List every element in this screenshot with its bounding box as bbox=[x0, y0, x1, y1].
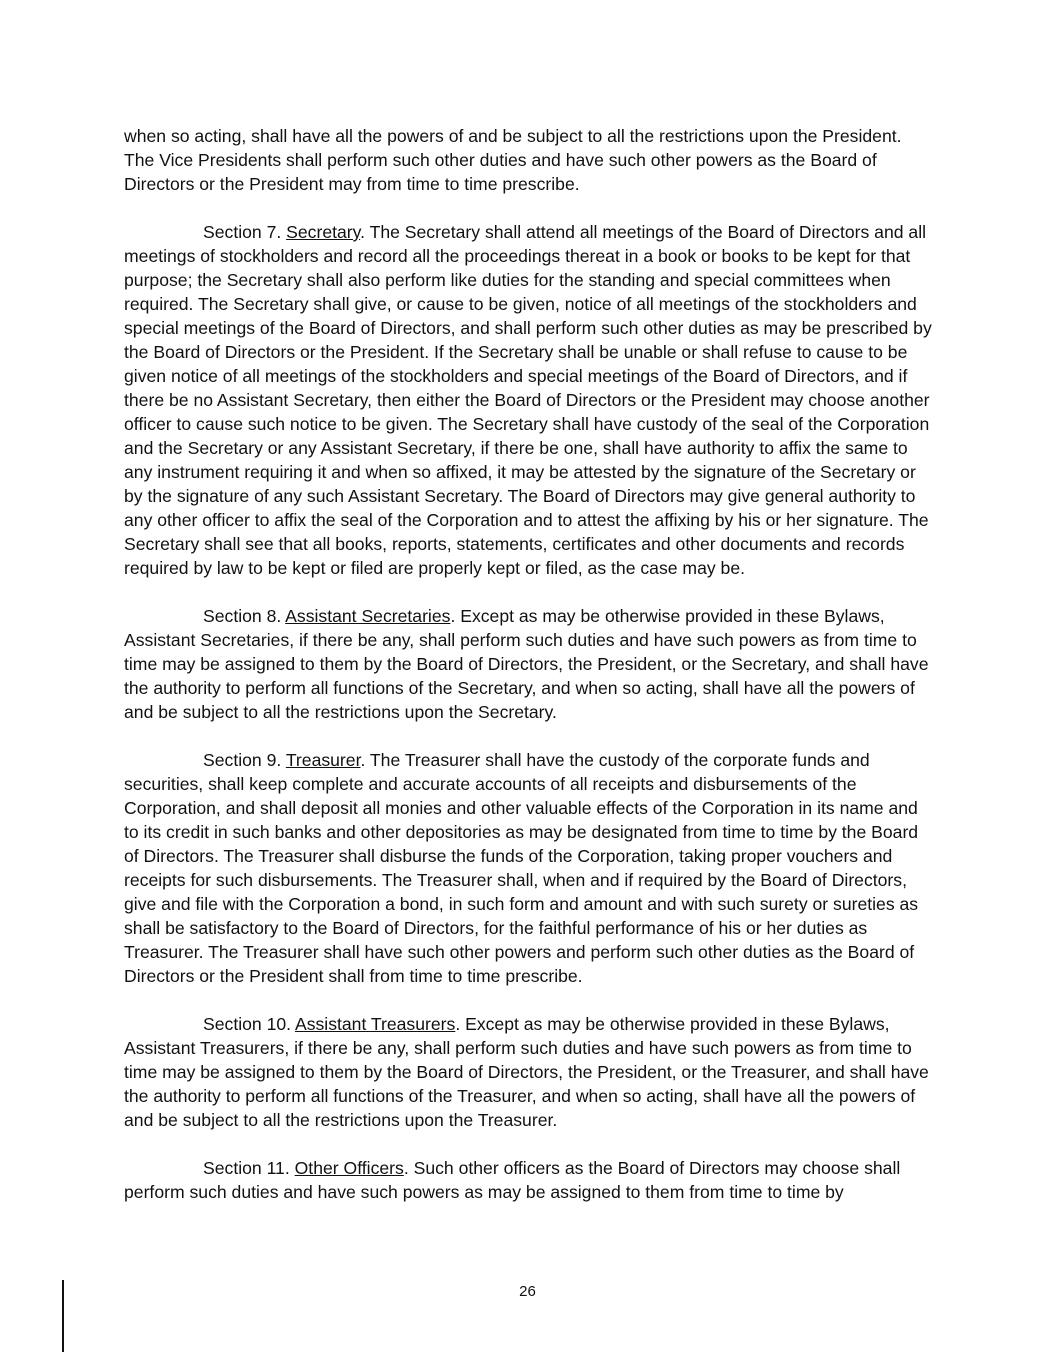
section-7-heading: Secretary bbox=[286, 222, 361, 242]
section-10-body: . Except as may be otherwise provided in these Bylaws, Assistant Treasurers, if there be any, shall perform such duties and have such powers as from time to time may be assigned to them by the Board of Directors, the President, or the Treasurer, and shall have the authority to perform all functions of the Treasurer, and when so acting, shall have all the powers of and be subject to all the restrictions upon the Treasurer. bbox=[124, 1014, 929, 1130]
section-10-prefix: Section 10. bbox=[203, 1014, 295, 1034]
section-8-paragraph bbox=[124, 604, 934, 724]
section-8-heading: Assistant Secretaries bbox=[285, 606, 451, 626]
page-number: 26 bbox=[519, 1283, 536, 1300]
page-body bbox=[124, 124, 934, 1228]
section-11-prefix: Section 11. bbox=[203, 1158, 295, 1178]
section-7-prefix: Section 7. bbox=[203, 222, 287, 242]
section-7-body: . The Secretary shall attend all meetings of the Board of Directors and all meetings of stockholders and record all the proceedings thereat in a book or books to be kept for that purpose; the Secretary shall also perform like duties for the standing and special committees when required. The Secretary shall give, or cause to be given, notice of all meetings of the stockholders and special meetings of the Board of Directors, and shall perform such other duties as may be prescribed by the Board of Directors or the President. If the Secretary shall be unable or shall refuse to cause to be given notice of all meetings of the stockholders and special meetings of the Board of Directors, and if there be no Assistant Secretary, then either the Board of Directors or the President may choose another officer to cause such notice to be given. The Secretary shall have custody of the seal of the Corporation and the Secretary or any Assistant Secretary, if there be one, shall have authority to affix the same to any instrument requiring it and when so affixed, it may be attested by the signature of the Secretary or by the signature of any such Assistant Secretary. The Board of Directors may give general authority to any other officer to affix the seal of the Corporation and to attest the affixing by his or her signature. The Secretary shall see that all books, reports, statements, certificates and other documents and records required by law to be kept or filed are properly kept or filed, as the case may be. bbox=[124, 222, 932, 578]
section-9-heading: Treasurer bbox=[285, 750, 361, 770]
revision-margin-bar bbox=[62, 1280, 64, 1352]
section-9-body: . The Treasurer shall have the custody of the corporate funds and securities, shall keep complete and accurate accounts of all receipts and disbursements of the Corporation, and shall deposit all monies and other valuable effects of the Corporation in its name and to its credit in such banks and other depositories as may be designated from time to time by the Board of Directors. The Treasurer shall disburse the funds of the Corporation, taking proper vouchers and receipts for such disbursements. The Treasurer shall, when and if required by the Board of Directors, give and file with the Corporation a bond, in such form and amount and with such surety or sureties as shall be satisfactory to the Board of Directors, for the faithful performance of his or her duties as Treasurer. The Treasurer shall have such other powers and perform such other duties as the Board of Directors or the President shall from time to time prescribe. bbox=[124, 750, 919, 986]
section-9-prefix: Section 9. bbox=[203, 750, 286, 770]
section-11-body: . Such other officers as the Board of Directors may choose shall perform such duties and have such powers as may be assigned to them from time to time by bbox=[124, 1158, 901, 1202]
section-8-prefix: Section 8. bbox=[203, 606, 286, 626]
section-10-paragraph bbox=[124, 1012, 934, 1132]
section-9-paragraph bbox=[124, 748, 934, 988]
section-7-paragraph bbox=[124, 220, 934, 580]
section-11-heading: Other Officers bbox=[294, 1158, 404, 1178]
section-10-heading: Assistant Treasurers bbox=[294, 1014, 456, 1034]
section-8-body: . Except as may be otherwise provided in these Bylaws, Assistant Secretaries, if there be any, shall perform such duties and have such powers as from time to time may be assigned to them by the Board of Directors, the President, or the Secretary, and shall have the authority to perform all functions of the Secretary, and when so acting, shall have all the powers of and be subject to all the restrictions upon the Secretary. bbox=[124, 606, 929, 722]
continuation-paragraph: when so acting, shall have all the powers of and be subject to all the restrictions upon the President. The Vice Presidents shall perform such other duties and have such other powers as the Board of Directors or the President may from time to time prescribe. bbox=[124, 126, 902, 194]
section-11-paragraph bbox=[124, 1156, 934, 1204]
